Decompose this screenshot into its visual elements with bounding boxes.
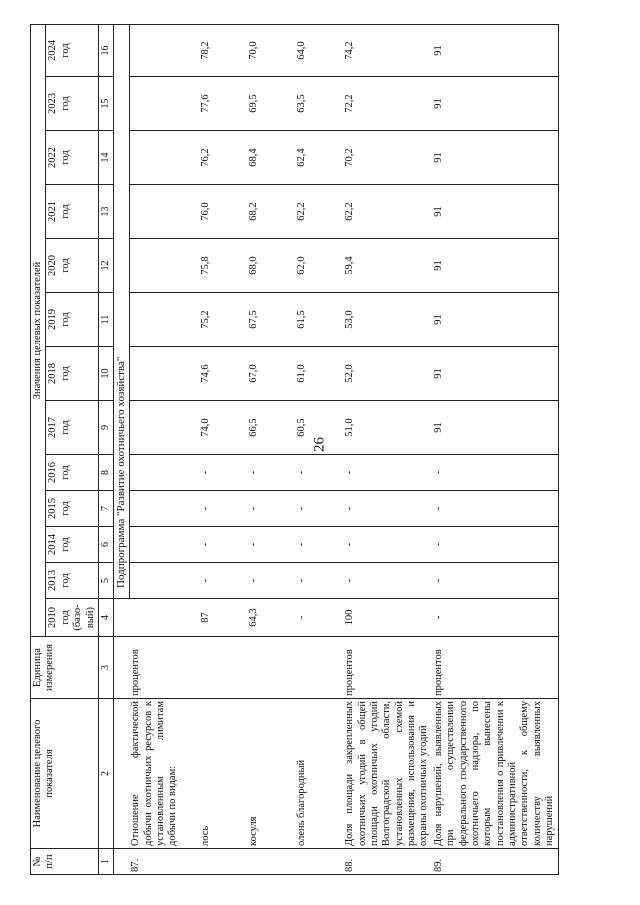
column-number: 11	[98, 293, 113, 347]
value-cell: -	[343, 455, 432, 491]
rotated-table-page	[30, 35, 590, 875]
header-year-line: 2021	[47, 201, 59, 222]
value-cell: 91	[432, 239, 558, 293]
value-cell: 62,2	[295, 185, 343, 239]
header-year-7	[46, 293, 99, 347]
subprogram-title: Подпрограмма "Развитие охотничьего хозяйства"	[113, 24, 129, 598]
header-year-line: 2024	[47, 40, 59, 61]
value-cell: 61,0	[295, 347, 343, 401]
header-no: № п/п	[31, 849, 99, 875]
header-year-line: 2015	[47, 498, 59, 519]
value-cell: 68,0	[247, 239, 295, 293]
value-cell: 74,0	[199, 401, 247, 455]
header-year-line: 2023	[47, 93, 59, 114]
value-cell: 70,2	[343, 131, 432, 185]
value-cell	[129, 185, 199, 239]
column-number: 16	[98, 24, 113, 76]
indicator-name: Доля нарушений, выявленных при осуществлении федерального государственного охотничьего надзора, по которым вынесены постановления о привлечении к административной ответственности, к общему количеству выявленных нарушений	[432, 699, 558, 849]
value-cell: -	[199, 455, 247, 491]
header-year-9	[46, 185, 99, 239]
row-number: 87.	[129, 849, 199, 875]
unit-cell: процентов	[343, 637, 432, 699]
column-number: 4	[98, 599, 113, 637]
header-year-line: год	[59, 573, 71, 588]
value-cell: -	[343, 563, 432, 599]
header-year-10	[46, 131, 99, 185]
unit-cell	[199, 637, 247, 699]
header-year-line: 2013	[47, 570, 59, 591]
row-number	[199, 849, 247, 875]
header-year-line: 2020	[47, 255, 59, 276]
table-row	[199, 24, 247, 874]
indicator-name: Отношение фактической добычи охотничьих ресурсов к установленным лимитам добычи по видам:	[129, 699, 199, 849]
value-cell: -	[295, 599, 343, 637]
value-cell	[129, 131, 199, 185]
value-cell: -	[199, 491, 247, 527]
column-number: 12	[98, 239, 113, 293]
column-number: 3	[98, 637, 113, 699]
value-cell: 91	[432, 24, 558, 76]
header-year-line: год	[59, 312, 71, 327]
column-number: 6	[98, 527, 113, 563]
value-cell	[129, 455, 199, 491]
header-year-line: год	[59, 43, 71, 58]
value-cell: 53,0	[343, 293, 432, 347]
value-cell: -	[432, 491, 558, 527]
value-cell: 76,0	[199, 185, 247, 239]
header-year-line: (базо-	[72, 604, 84, 631]
value-cell: 68,4	[247, 131, 295, 185]
column-number: 8	[98, 455, 113, 491]
value-cell: -	[432, 563, 558, 599]
value-cell: -	[247, 527, 295, 563]
row-number: 88.	[343, 849, 432, 875]
header-year-4	[46, 455, 99, 491]
value-cell: 91	[432, 131, 558, 185]
column-number: 10	[98, 347, 113, 401]
header-year-line: 2010	[47, 607, 59, 628]
header-group-values: Значения целевых показателей	[31, 24, 46, 636]
header-year-line: год	[59, 366, 71, 381]
table-row	[247, 24, 295, 874]
subprogram-row	[113, 24, 129, 874]
column-number: 7	[98, 491, 113, 527]
value-cell: 75,8	[199, 239, 247, 293]
value-cell	[129, 599, 199, 637]
value-cell: 66,5	[247, 401, 295, 455]
value-cell: -	[432, 527, 558, 563]
value-cell: -	[199, 563, 247, 599]
header-year-11	[46, 77, 99, 131]
header-year-line: год	[59, 420, 71, 435]
header-year-1	[46, 563, 99, 599]
value-cell: 64,0	[295, 24, 343, 76]
value-cell: 51,0	[343, 401, 432, 455]
value-cell: 62,2	[343, 185, 432, 239]
header-year-line: год	[59, 610, 71, 625]
table-row	[295, 24, 343, 874]
value-cell: 64,3	[247, 599, 295, 637]
header-year-line: вый)	[84, 606, 96, 629]
unit-cell: процентов	[129, 637, 199, 699]
unit-cell	[295, 637, 343, 699]
value-cell: -	[295, 491, 343, 527]
value-cell: 60,5	[295, 401, 343, 455]
header-year-line: год	[59, 501, 71, 516]
value-cell: -	[295, 563, 343, 599]
header-indicator-name: Наименование целевого показателя	[31, 699, 99, 849]
column-number: 13	[98, 185, 113, 239]
header-year-8	[46, 239, 99, 293]
value-cell: 69,5	[247, 77, 295, 131]
header-year-line: 2014	[47, 534, 59, 555]
header-unit: Единица измерения	[31, 637, 99, 699]
value-cell	[129, 401, 199, 455]
value-cell: 75,2	[199, 293, 247, 347]
value-cell: -	[247, 563, 295, 599]
value-cell: -	[247, 491, 295, 527]
value-cell	[129, 239, 199, 293]
value-cell: 67,0	[247, 347, 295, 401]
value-cell	[129, 491, 199, 527]
header-year-line: год	[59, 537, 71, 552]
header-row-1	[31, 24, 46, 874]
value-cell	[129, 24, 199, 76]
column-numbers-row	[98, 24, 113, 874]
column-number: 9	[98, 401, 113, 455]
header-year-5	[46, 401, 99, 455]
header-year-line: год	[59, 465, 71, 480]
value-cell: 78,2	[199, 24, 247, 76]
value-cell: 72,2	[343, 77, 432, 131]
indicator-name: олень благородный	[295, 699, 343, 849]
value-cell: 62,4	[295, 131, 343, 185]
header-year-3	[46, 491, 99, 527]
value-cell: 68,2	[247, 185, 295, 239]
value-cell: -	[343, 527, 432, 563]
value-cell: -	[295, 455, 343, 491]
header-year-line: 2016	[47, 462, 59, 483]
value-cell: 67,5	[247, 293, 295, 347]
column-number: 5	[98, 563, 113, 599]
table-row	[129, 24, 199, 874]
header-year-line: год	[59, 204, 71, 219]
value-cell: 77,6	[199, 77, 247, 131]
value-cell: 91	[432, 347, 558, 401]
page-number: 26	[311, 437, 328, 452]
header-year-12	[46, 24, 99, 76]
header-year-line: 2019	[47, 309, 59, 330]
value-cell: -	[247, 455, 295, 491]
column-number: 14	[98, 131, 113, 185]
value-cell: -	[343, 491, 432, 527]
value-cell	[129, 347, 199, 401]
value-cell: -	[432, 455, 558, 491]
header-year-2	[46, 527, 99, 563]
row-number	[247, 849, 295, 875]
value-cell: -	[432, 599, 558, 637]
unit-cell	[247, 637, 295, 699]
value-cell: 74,6	[199, 347, 247, 401]
value-cell	[129, 563, 199, 599]
indicator-name: лось	[199, 699, 247, 849]
header-year-line: год	[59, 258, 71, 273]
value-cell: 76,2	[199, 131, 247, 185]
value-cell: 74,2	[343, 24, 432, 76]
column-number: 1	[98, 849, 113, 875]
table-row	[343, 24, 432, 874]
target-indicators-table	[30, 24, 559, 875]
value-cell: 91	[432, 293, 558, 347]
unit-cell: процентов	[432, 637, 558, 699]
indicator-name: косуля	[247, 699, 295, 849]
value-cell	[129, 293, 199, 347]
header-year-line: 2017	[47, 417, 59, 438]
value-cell: 59,4	[343, 239, 432, 293]
value-cell	[129, 77, 199, 131]
value-cell: -	[199, 527, 247, 563]
table-row	[432, 24, 558, 874]
value-cell: 61,5	[295, 293, 343, 347]
column-number: 2	[98, 699, 113, 849]
indicator-name: Доля площади закрепленных охотничьих угодий в общей площади охотничьих угодий Волгоградской области, установленных схемой размещения, использования и охраны охотничьих угодий	[343, 699, 432, 849]
column-number: 15	[98, 77, 113, 131]
header-year-line: 2022	[47, 147, 59, 168]
table-body	[113, 24, 558, 874]
header-year-6	[46, 347, 99, 401]
value-cell: 52,0	[343, 347, 432, 401]
header-year-line: год	[59, 150, 71, 165]
value-cell: 87	[199, 599, 247, 637]
header-year-line: год	[59, 96, 71, 111]
value-cell: 63,5	[295, 77, 343, 131]
value-cell: 100	[343, 599, 432, 637]
value-cell: 70,0	[247, 24, 295, 76]
row-number	[295, 849, 343, 875]
value-cell	[129, 527, 199, 563]
value-cell: 91	[432, 185, 558, 239]
value-cell: -	[295, 527, 343, 563]
header-year-0	[46, 599, 99, 637]
row-number: 89.	[432, 849, 558, 875]
value-cell: 62,0	[295, 239, 343, 293]
value-cell: 91	[432, 77, 558, 131]
value-cell: 91	[432, 401, 558, 455]
header-year-line: 2018	[47, 363, 59, 384]
